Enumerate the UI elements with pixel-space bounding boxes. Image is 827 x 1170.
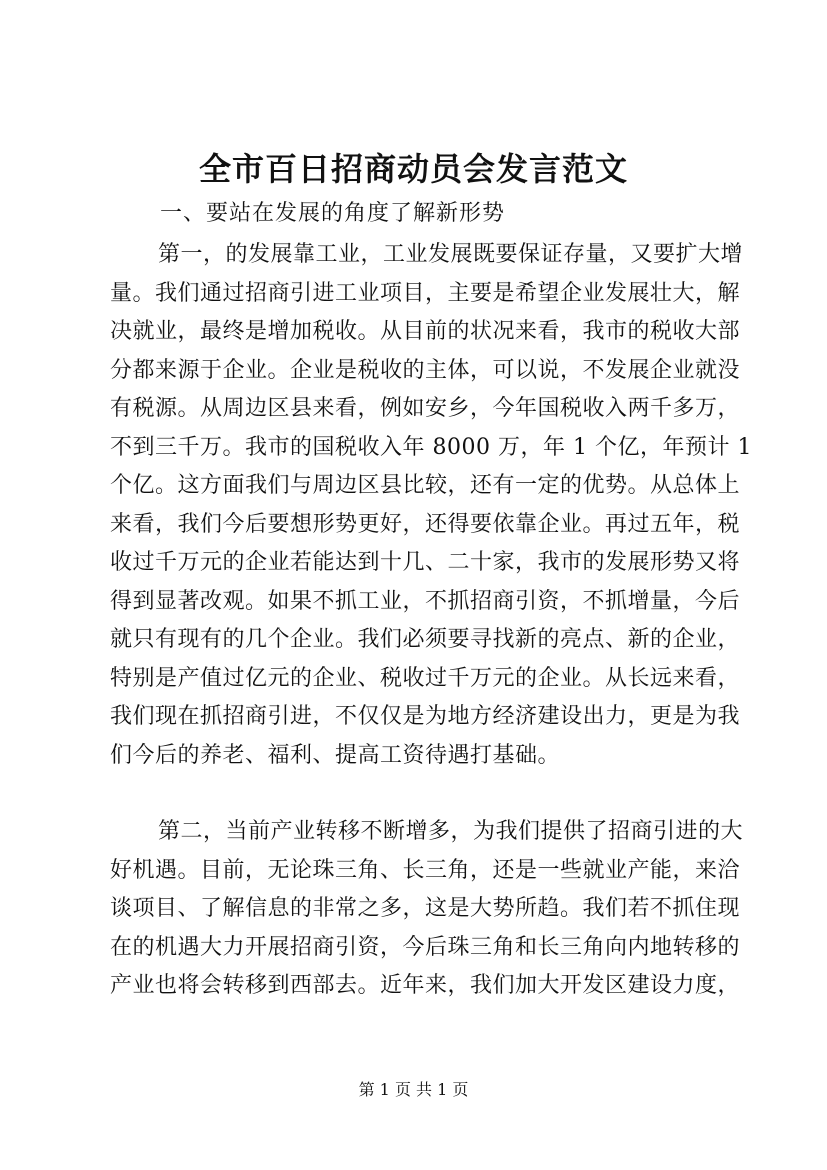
paragraph-line: 我们现在抓招商引进，不仅仅是为地方经济建设出力，更是为我 — [110, 704, 741, 729]
paragraph-line: 收过千万元的企业若能达到十几、二十家，我市的发展形势又将 — [110, 550, 741, 575]
paragraph-line: 有税源。从周边区县来看，例如安乡，今年国税收入两千多万， — [110, 396, 741, 421]
paragraph-line: 量。我们通过招商引进工业项目，主要是希望企业发展壮大，解 — [110, 280, 741, 306]
paragraph-line: 不到三千万。我市的国税收入年 8000 万，年 1 个亿，年预计 1 — [110, 434, 752, 460]
section-heading: 一、要站在发展的角度了解新形势 — [160, 201, 506, 226]
paragraph-1 — [110, 236, 752, 775]
paragraph-line: 来看，我们今后要想形势更好，还得要依靠企业。再过五年，税 — [110, 511, 741, 537]
paragraph-2 — [110, 813, 744, 1006]
paragraph-line: 决就业，最终是增加税收。从目前的状况来看，我市的税收大部 — [110, 319, 741, 344]
document-title: 全市百日招商动员会发言范文 — [198, 150, 628, 188]
paragraph-line: 个亿。这方面我们与周边区县比较，还有一定的优势。从总体上 — [110, 473, 741, 498]
paragraph-line: 好机遇。目前，无论珠三角、长三角，还是一些就业产能，来洽 — [110, 857, 741, 883]
paragraph-line: 们今后的养老、福利、提高工资待遇打基础。 — [110, 742, 561, 768]
page-footer: 第 1 页 共 1 页 — [358, 1080, 469, 1099]
paragraph-line: 第二，当前产业转移不断增多，为我们提供了招商引进的大 — [158, 819, 744, 844]
paragraph-line: 产业也将会转移到西部去。近年来，我们加大开发区建设力度， — [110, 973, 741, 998]
paragraph-line: 谈项目、了解信息的非常之多，这是大势所趋。我们若不抓住现 — [110, 896, 741, 921]
paragraph-line: 得到显著改观。如果不抓工业，不抓招商引资，不抓增量，今后 — [110, 588, 741, 614]
paragraph-line: 在的机遇大力开展招商引资，今后珠三角和长三角向内地转移的 — [110, 934, 741, 960]
paragraph-line: 特别是产值过亿元的企业、税收过千万元的企业。从长远来看， — [110, 665, 741, 691]
paragraph-line: 第一，的发展靠工业，工业发展既要保证存量，又要扩大增 — [158, 242, 744, 267]
paragraph-line: 就只有现有的几个企业。我们必须要寻找新的亮点、新的企业， — [110, 627, 741, 652]
paragraph-line: 分都来源于企业。企业是税收的主体，可以说，不发展企业就没 — [110, 357, 741, 383]
